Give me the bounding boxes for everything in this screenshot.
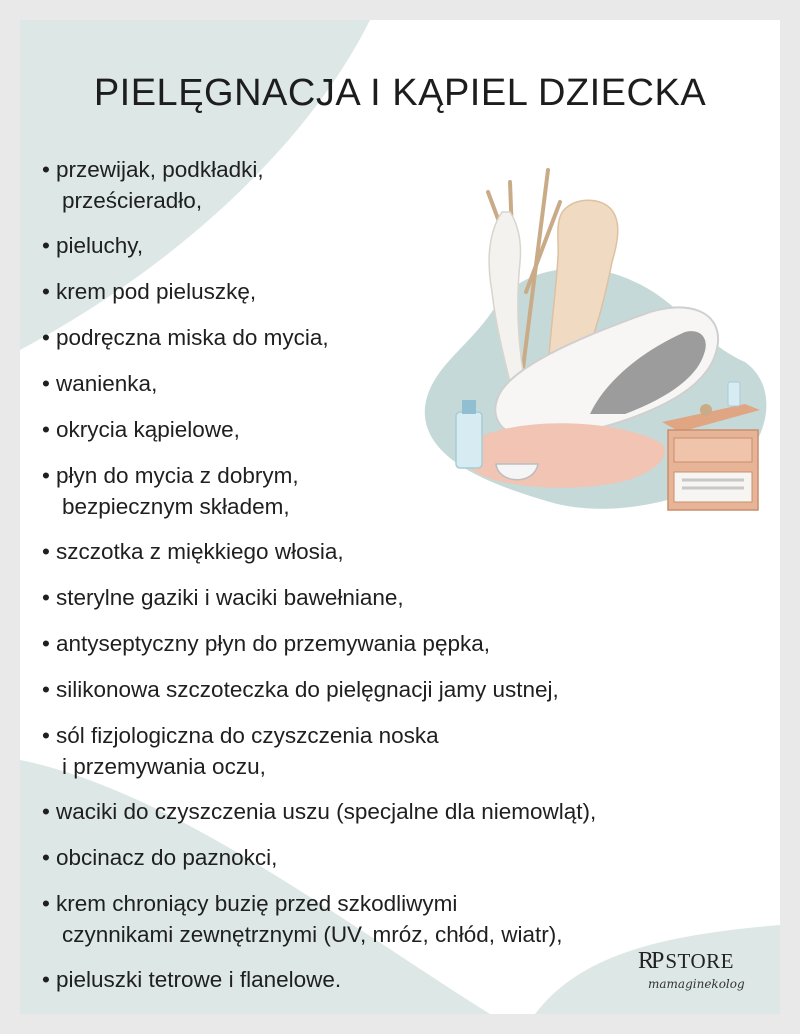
- list-item: [42, 720, 596, 782]
- bullet-dot: •: [42, 463, 50, 488]
- bullet-dot: •: [42, 233, 50, 258]
- logo-rp-mark: RP: [638, 948, 662, 974]
- bullet-dot: •: [42, 967, 50, 992]
- bath-illustration: [400, 142, 770, 522]
- bullet-dot: •: [42, 891, 50, 916]
- item-text: płyn do mycia z dobrym,: [56, 463, 299, 488]
- item-text: silikonowa szczoteczka do pielęgnacji jamy ustnej,: [56, 677, 559, 702]
- item-text: antyseptyczny płyn do przemywania pępka,: [56, 631, 490, 656]
- brand-logo: [638, 948, 768, 1004]
- poster-sheet: [20, 20, 780, 1014]
- item-text-continuation: bezpiecznym składem,: [62, 494, 290, 519]
- list-item: [42, 796, 596, 827]
- bullet-dot: •: [42, 631, 50, 656]
- bullet-dot: •: [42, 723, 50, 748]
- bullet-dot: •: [42, 279, 50, 304]
- item-text-continuation: i przemywania oczu,: [62, 754, 266, 779]
- bullet-dot: •: [42, 585, 50, 610]
- bullet-dot: •: [42, 677, 50, 702]
- bullet-dot: •: [42, 371, 50, 396]
- list-item: [42, 674, 596, 705]
- item-text: przewijak, podkładki,: [56, 157, 264, 182]
- item-text: krem pod pieluszkę,: [56, 279, 257, 304]
- item-text: krem chroniący buzię przed szkodliwymi: [56, 891, 458, 916]
- list-item: [42, 582, 596, 613]
- list-item: [42, 628, 596, 659]
- item-text: sterylne gaziki i waciki bawełniane,: [56, 585, 404, 610]
- item-text-continuation: prześcieradło,: [62, 188, 203, 213]
- bullet-dot: •: [42, 539, 50, 564]
- item-text: okrycia kąpielowe,: [56, 417, 240, 442]
- logo-tagline: mamaginekolog: [648, 977, 745, 991]
- bullet-dot: •: [42, 157, 50, 182]
- bullet-dot: •: [42, 799, 50, 824]
- bullet-dot: •: [42, 845, 50, 870]
- item-text: wanienka,: [56, 371, 158, 396]
- item-text: sól fizjologiczna do czyszczenia noska: [56, 723, 439, 748]
- item-text: pieluchy,: [56, 233, 144, 258]
- list-item: [42, 964, 596, 995]
- bullet-dot: •: [42, 417, 50, 442]
- item-text: obcinacz do paznokci,: [56, 845, 278, 870]
- item-text: waciki do czyszczenia uszu (specjalne dla niemowląt),: [56, 799, 597, 824]
- logo-store-text: STORE: [665, 949, 734, 973]
- list-item: [42, 536, 596, 567]
- item-text-continuation: czynnikami zewnętrznymi (UV, mróz, chłód, wiatr),: [62, 922, 563, 947]
- page-title: PIELĘGNACJA I KĄPIEL DZIECKA: [93, 72, 707, 114]
- item-text: podręczna miska do mycia,: [56, 325, 329, 350]
- list-item: [42, 842, 596, 873]
- logo-wordmark: [638, 948, 768, 975]
- list-item: [42, 888, 596, 950]
- item-text: szczotka z miękkiego włosia,: [56, 539, 344, 564]
- item-text: pieluszki tetrowe i flanelowe.: [56, 967, 342, 992]
- bullet-dot: •: [42, 325, 50, 350]
